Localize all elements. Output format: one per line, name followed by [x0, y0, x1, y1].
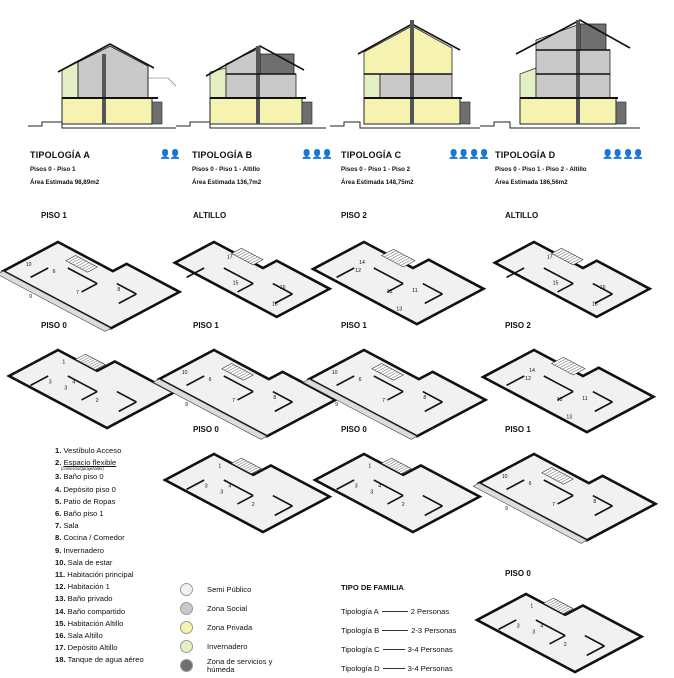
legend-label: Habitación Altillo	[67, 618, 124, 628]
room-number: 12	[525, 376, 532, 383]
room-number: 3	[204, 483, 208, 490]
legend-label: Sala	[63, 521, 79, 531]
connector-line	[382, 611, 408, 612]
plan-svg	[194, 222, 318, 308]
room-number: 15	[232, 280, 239, 287]
family-row	[341, 602, 501, 621]
zone-swatch-icon	[180, 602, 193, 615]
room-number: 4	[378, 483, 382, 490]
typology-b-header	[192, 149, 332, 186]
zone-swatch-icon	[180, 621, 193, 634]
plan-svg	[344, 222, 468, 313]
legend-number: 5.	[55, 496, 64, 506]
floor-plan	[194, 434, 316, 516]
room-number: 13	[566, 414, 573, 421]
floor-label: ALTILLO	[193, 211, 227, 220]
room-number: 17	[546, 254, 553, 261]
legend-label: Depósito Altillo	[67, 643, 118, 653]
connector-line	[383, 668, 405, 669]
legend-item	[55, 471, 185, 483]
typology-area: Área Estimada 186,56m2	[495, 179, 568, 186]
section-typology-d	[480, 16, 640, 132]
zone-label: Invernadero	[207, 642, 248, 651]
room-number: 1	[218, 463, 222, 470]
plan-svg	[38, 330, 160, 412]
legend-item	[55, 457, 185, 471]
legend-number: 11.	[55, 570, 68, 580]
room-number: 14	[359, 259, 365, 266]
legend-label: Invernadero	[63, 545, 104, 555]
floor-plan	[331, 330, 466, 410]
room-number: 13	[556, 396, 563, 403]
zone-swatch-icon	[180, 659, 193, 672]
legend-item	[55, 520, 185, 532]
zone-swatch-icon	[180, 583, 193, 596]
typology-a-header	[30, 149, 180, 186]
family-type-table	[341, 583, 501, 678]
legend-label: Habitación principal	[67, 570, 134, 580]
room-number: 14	[529, 367, 535, 374]
legend-number: 1.	[55, 446, 64, 455]
people-icon: 👤👤👤👤	[448, 149, 489, 159]
floor-label: PISO 1	[341, 321, 367, 330]
legend-number: 4.	[55, 484, 64, 494]
room-number: 6	[52, 269, 56, 276]
room-number: 10	[501, 473, 508, 480]
typology-floors: Pisos 0 - Piso 1 - Piso 2	[341, 166, 411, 173]
floor-plan	[514, 222, 638, 308]
room-number: 17	[226, 254, 233, 261]
floor-plan	[344, 222, 468, 313]
legend-label: Patio de Ropas	[63, 496, 116, 506]
room-number: 8	[117, 286, 121, 293]
zone-label: Zona de servicios y húmeda	[207, 656, 273, 674]
typology-area: Área Estimada 136,7m2	[192, 179, 262, 186]
legend-label: Baño compartido	[67, 606, 126, 616]
typology-area: Área Estimada 148,75m2	[341, 179, 414, 186]
legend-item	[55, 496, 185, 508]
legend-item	[55, 593, 185, 605]
zone-label: Zona Privada	[207, 623, 253, 632]
room-number: 11	[412, 287, 418, 294]
floor-plan	[38, 330, 160, 412]
legend-item	[55, 630, 185, 642]
connector-line	[382, 630, 408, 631]
family-row	[341, 621, 501, 640]
legend-item	[55, 606, 185, 618]
legend-label: Habitación 1	[67, 582, 110, 592]
legend-number: 17.	[55, 643, 68, 653]
typology-area: Área Estimada 98,89m2	[30, 179, 100, 186]
room-number: 2	[563, 642, 567, 648]
room-number: 4	[72, 379, 76, 386]
legend-item	[55, 654, 185, 666]
floor-label: PISO 1	[193, 321, 219, 330]
legend-number: 13.	[55, 594, 68, 604]
plan-svg	[506, 574, 628, 656]
legend-label: Espacio flexible	[63, 458, 117, 468]
zone-item	[180, 599, 277, 618]
typology-floors: Pisos 0 - Piso 1 - Piso 2 - Altillo	[495, 166, 587, 173]
legend-item	[55, 581, 185, 593]
room-number: 2	[401, 502, 405, 508]
family-row	[341, 640, 501, 659]
zone-label: Semi Público	[207, 585, 252, 594]
floor-label: PISO 2	[341, 211, 367, 220]
plan-svg	[331, 330, 466, 410]
room-number: 16	[279, 284, 286, 291]
room-number: 4	[228, 483, 232, 490]
plan-svg	[181, 330, 316, 410]
floor-label: PISO 0	[193, 425, 219, 434]
legend-number: 15.	[55, 618, 68, 628]
room-number: 8	[423, 394, 427, 401]
floor-plan	[181, 330, 316, 410]
room-number: 18	[591, 301, 598, 308]
floor-plan	[506, 574, 628, 656]
zone-item	[180, 580, 277, 599]
legend-number: 9.	[55, 545, 64, 555]
room-number: 8	[273, 394, 277, 401]
room-number: 3	[354, 483, 358, 490]
legend-sublabel: (comercio/garaje/taller)	[61, 466, 104, 472]
room-number: 7	[552, 502, 556, 508]
typology-c-header	[341, 149, 489, 186]
floor-plan	[25, 222, 160, 302]
plan-svg	[194, 434, 316, 516]
room-legend	[55, 445, 185, 667]
family-title: TIPO DE FAMILIA	[341, 583, 404, 592]
room-number: 13	[396, 306, 403, 313]
room-number: 1	[530, 603, 534, 610]
family-typology: Tipología A	[341, 607, 379, 616]
legend-item	[55, 557, 185, 569]
legend-label: Baño privado	[67, 594, 113, 604]
legend-item	[55, 508, 185, 520]
people-icon: 👤👤	[159, 149, 180, 159]
legend-label: Sala de estar	[67, 557, 113, 567]
legend-item	[55, 618, 185, 630]
legend-number: 8.	[55, 533, 64, 543]
floor-label: PISO 1	[41, 211, 67, 220]
floor-label: ALTILLO	[505, 211, 539, 220]
legend-label: Vestíbulo Acceso	[63, 446, 122, 455]
room-number: 10	[181, 369, 188, 376]
floor-label: PISO 0	[505, 569, 531, 578]
room-number: 2	[251, 502, 255, 508]
typology-floors: Pisos 0 - Piso 1	[30, 166, 76, 173]
legend-number: 12.	[55, 582, 68, 592]
typology-title: TIPOLOGÍA A	[30, 149, 91, 160]
section-typology-b	[176, 40, 326, 132]
connector-line	[383, 649, 405, 650]
room-number: 4	[540, 623, 544, 630]
legend-number: 7.	[55, 521, 64, 531]
plan-svg	[344, 434, 466, 516]
room-number: 9	[185, 402, 189, 409]
section-typology-a	[28, 40, 176, 132]
room-number: 13	[386, 288, 393, 295]
typology-title: TIPOLOGÍA B	[192, 149, 253, 160]
zone-item	[180, 618, 277, 637]
typology-title: TIPOLOGÍA C	[341, 149, 402, 160]
room-number: 12	[355, 268, 362, 275]
section-typology-c	[330, 16, 480, 132]
legend-number: 14.	[55, 606, 68, 616]
room-number: 9	[29, 294, 33, 301]
legend-number: 2.	[55, 458, 64, 468]
legend-item	[55, 484, 185, 496]
room-number: 1	[62, 359, 66, 366]
room-number: 10	[25, 261, 32, 268]
room-number: 2	[95, 398, 99, 404]
floor-label: PISO 1	[505, 425, 531, 434]
room-number: 15	[552, 280, 559, 287]
room-number: 1	[368, 463, 372, 470]
room-number: 7	[382, 398, 386, 404]
family-typology: Tipología B	[341, 626, 380, 635]
legend-label: Sala Altillo	[67, 631, 103, 641]
zone-item	[180, 656, 277, 675]
floor-plan	[194, 222, 318, 308]
legend-number: 3.	[55, 472, 64, 482]
family-size: 3-4 Personas	[407, 664, 453, 673]
room-number: 16	[599, 284, 606, 291]
room-number: 3	[532, 629, 536, 636]
typology-title: TIPOLOGÍA D	[495, 149, 556, 160]
plan-svg	[501, 434, 636, 514]
floor-label: PISO 0	[41, 321, 67, 330]
zone-legend	[180, 580, 277, 675]
legend-label: Tanque de agua aéreo	[67, 655, 144, 665]
room-number: 11	[582, 395, 588, 402]
room-number: 9	[505, 506, 509, 513]
room-number: 8	[593, 498, 597, 505]
family-size: 3-4 Personas	[407, 645, 453, 654]
floor-label: PISO 0	[341, 425, 367, 434]
zone-item	[180, 637, 277, 656]
room-number: 3	[220, 489, 224, 496]
floor-plan	[344, 434, 466, 516]
family-typology: Tipología D	[341, 664, 380, 673]
legend-label: Depósito piso 0	[63, 484, 116, 494]
legend-item	[55, 532, 185, 544]
zone-label: Zona Social	[207, 604, 248, 613]
room-number: 3	[64, 385, 68, 392]
room-number: 7	[232, 398, 236, 404]
room-number: 3	[370, 489, 374, 496]
floor-plan	[514, 330, 638, 421]
room-number: 3	[516, 623, 520, 630]
room-number: 6	[528, 481, 532, 488]
zone-swatch-icon	[180, 640, 193, 653]
plan-svg	[514, 222, 638, 308]
floor-plan	[501, 434, 636, 514]
legend-number: 10.	[55, 557, 68, 567]
plan-svg	[25, 222, 160, 302]
people-icon: 👤👤👤👤	[602, 149, 643, 159]
room-number: 7	[76, 290, 80, 296]
floor-label: PISO 2	[505, 321, 531, 330]
room-number: 10	[331, 369, 338, 376]
legend-label: Baño piso 1	[63, 509, 104, 519]
legend-item	[55, 642, 185, 654]
family-row	[341, 659, 501, 678]
family-typology: Tipología C	[341, 645, 380, 654]
plan-svg	[514, 330, 638, 421]
family-size: 2-3 Personas	[411, 626, 457, 635]
legend-item	[55, 445, 185, 457]
legend-item	[55, 545, 185, 557]
legend-item	[55, 569, 185, 581]
legend-label: Cocina / Comedor	[63, 533, 125, 543]
room-number: 9	[335, 402, 339, 409]
room-number: 6	[208, 377, 212, 384]
legend-number: 18.	[55, 655, 68, 665]
typology-d-header	[495, 149, 643, 186]
people-icon: 👤👤👤	[301, 149, 332, 159]
room-number: 3	[48, 379, 52, 386]
legend-number: 6.	[55, 509, 64, 519]
family-size: 2 Personas	[410, 607, 450, 616]
room-number: 18	[271, 301, 278, 308]
legend-number: 16.	[55, 631, 68, 641]
legend-label: Baño piso 0	[63, 472, 104, 482]
room-number: 6	[358, 377, 362, 384]
typology-floors: Pisos 0 - Piso 1 - Altillo	[192, 166, 260, 173]
